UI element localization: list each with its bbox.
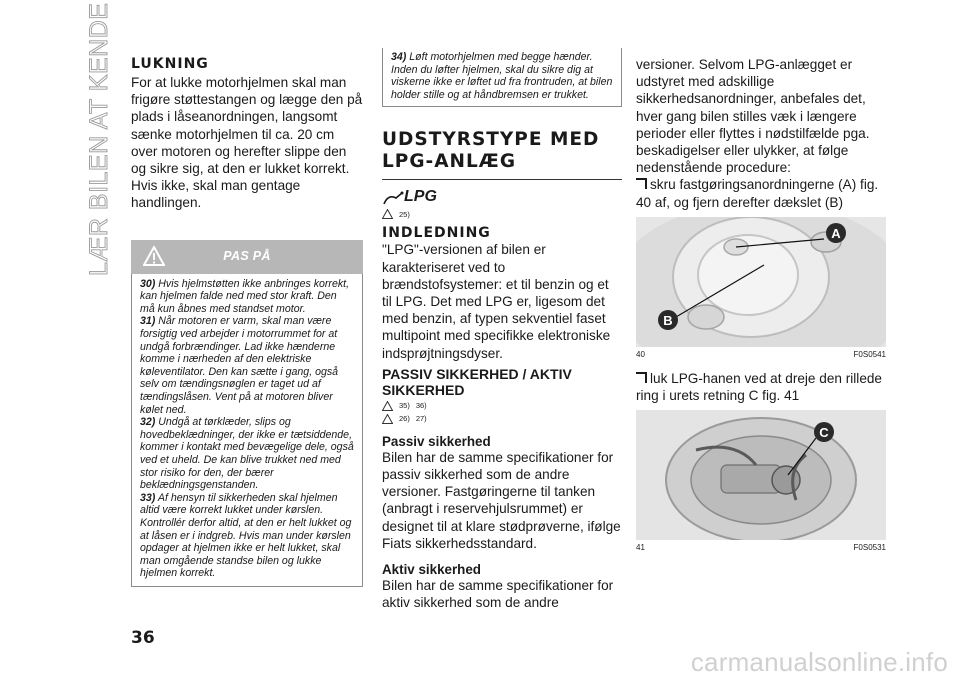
figure-code: F0S0531 bbox=[853, 543, 886, 553]
warning-title: PAS PÅ bbox=[223, 248, 271, 263]
passive-safety-heading: Passiv sikkerhed bbox=[382, 433, 491, 449]
checkbox-bullet-icon bbox=[636, 372, 647, 383]
figure-40-illustration bbox=[636, 217, 886, 347]
lpg-symbol-row bbox=[382, 186, 622, 206]
lpg-icon-label: LPG bbox=[404, 188, 437, 206]
figure-41 bbox=[636, 410, 886, 540]
reference-row bbox=[382, 209, 622, 219]
subsection-heading-safety: PASSIV SIKKERHED / AKTIV SIKKERHED bbox=[382, 365, 572, 398]
chapter-title: UDSTYRSTYPE MED LPG-ANLÆG bbox=[382, 129, 600, 173]
callout-b: B bbox=[663, 312, 673, 328]
column-2 bbox=[382, 48, 622, 611]
section-heading-lukning: LUKNING bbox=[131, 56, 209, 72]
column-3 bbox=[636, 56, 886, 552]
procedure-step-2: luk LPG-hanen ved at dreje den rillede ring i urets retning C fig. 41 bbox=[636, 370, 882, 404]
active-safety-paragraph: Bilen har de samme specifikationer for aktiv sikkerhed som de andre bbox=[382, 578, 614, 611]
warning-item: 31) Når motoren er varm, skal man være forsigtig ved arbejder i motorrummet for at undgå forbrændinger. Lad ikke hænderne komme i nærheden af den elektriske køleventilator. Den kan sætte i gang, også selv om tændingsnøglen er taget ud af tændingslåsen. Vent på at motoren bliver kølet ned. bbox=[140, 315, 339, 416]
warning-item: 33) Af hensyn til sikkerheden skal hjelmen altid være korrekt lukket under kørslen. Kontrollér derfor altid, at den er helt lukket og at låsen er i indgreb. Hvis man under kørslen opdager at hjelmen ikke er helt lukket, skal man omgående standse bilen og lukke hjelmen korrekt. bbox=[140, 491, 352, 580]
procedure-step-1: skru fastgøringsanordningerne (A) fig. 40 af, og fjern derefter dækslet (B) bbox=[636, 177, 879, 210]
reference-number: 27) bbox=[415, 414, 427, 424]
column-1 bbox=[131, 56, 363, 587]
warning-body bbox=[131, 274, 363, 587]
intro-paragraph: "LPG"-versionen af bilen er karakteriseret ved to brændstofsystemer: et til benzin og et til LPG. Det med LPG er, ligesom det med benzin, af typen sekventiel faset multipoint med specifikke elektroniske indsprøjtningsdyser. bbox=[382, 242, 611, 361]
figure-number: 40 bbox=[636, 349, 645, 359]
note-box bbox=[382, 48, 622, 107]
figure-40 bbox=[636, 217, 886, 347]
warning-triangle-icon bbox=[382, 209, 393, 219]
reference-number: 36) bbox=[415, 401, 427, 411]
lukning-paragraph: For at lukke motorhjelmen skal man frigøre støttestangen og lægge den på plads i låseanordningen, langsomt sænke motorhjelmen til ca. 20 cm over motoren og herefter slippe den og sikre sig, at den er lukket korrekt. Hvis ikke, skal man gentage handlingen. bbox=[131, 75, 363, 211]
reference-number: 25) bbox=[399, 209, 410, 219]
warning-triangle-icon bbox=[382, 401, 393, 411]
warning-item: 32) Undgå at tørklæder, slips og hovedbeklædninger, der ikke er tætsiddende, kommer i kontakt med bevægelige dele, også ved et uheld. De kan blive trukket ned med stor risiko for den, der bærer beklædningsgenstanden. bbox=[140, 416, 354, 492]
section-heading-indledning: INDLEDNING bbox=[382, 225, 491, 242]
figure-40-caption bbox=[636, 350, 886, 359]
reference-number: 26) bbox=[399, 414, 410, 424]
warning-item: 30) Hvis hjelmstøtten ikke anbringes korrekt, kan hjelmen falde ned med stor kraft. Den må kun åbnes med standset motor. bbox=[140, 277, 350, 315]
figure-41-illustration bbox=[636, 410, 886, 540]
warning-header bbox=[131, 240, 363, 274]
callout-c: C bbox=[819, 425, 829, 441]
watermark: carmanualsonline.info bbox=[690, 647, 948, 677]
figure-number: 41 bbox=[636, 543, 645, 553]
title-rule bbox=[382, 179, 622, 180]
reference-number: 35) bbox=[399, 401, 410, 411]
side-tab: LÆR BILEN AT KENDE bbox=[85, 2, 113, 276]
callout-a: A bbox=[831, 225, 841, 241]
lpg-pump-icon bbox=[382, 190, 404, 206]
page-number: 36 bbox=[131, 628, 155, 648]
figure-41-caption bbox=[636, 543, 886, 552]
checkbox-bullet-icon bbox=[636, 178, 647, 189]
info-triangle-icon bbox=[382, 414, 393, 424]
figure-code: F0S0541 bbox=[853, 349, 886, 359]
procedure-intro: versioner. Selvom LPG-anlægget er udstyret med adskillige sikkerhedsanordninger, anbefales det, hver gang bilen stilles væk i længere perioder eller flyttes i nødstilfælde pga. beskadigelser eller ulykker, at følge nedenstående procedure: bbox=[636, 57, 870, 176]
active-safety-heading: Aktiv sikkerhed bbox=[382, 562, 481, 578]
reference-row bbox=[382, 401, 622, 411]
reference-row bbox=[382, 414, 622, 424]
passive-safety-paragraph: Bilen har de samme specifikationer for passiv sikkerhed som de andre versioner. Fastgøringerne til tanken (anbragt i reservehjulsrummet) er designet til at klare stødprøverne, ifølge Fiats sikkerhedsstandard. bbox=[382, 449, 621, 551]
note-item: 34) Løft motorhjelmen med begge hænder. Inden du løfter hjelmen, skal du sikre dig at viskerne ikke er løftet ud fra frontruden, at bilen holder stille og at håndbremsen er trukket. bbox=[391, 51, 613, 101]
